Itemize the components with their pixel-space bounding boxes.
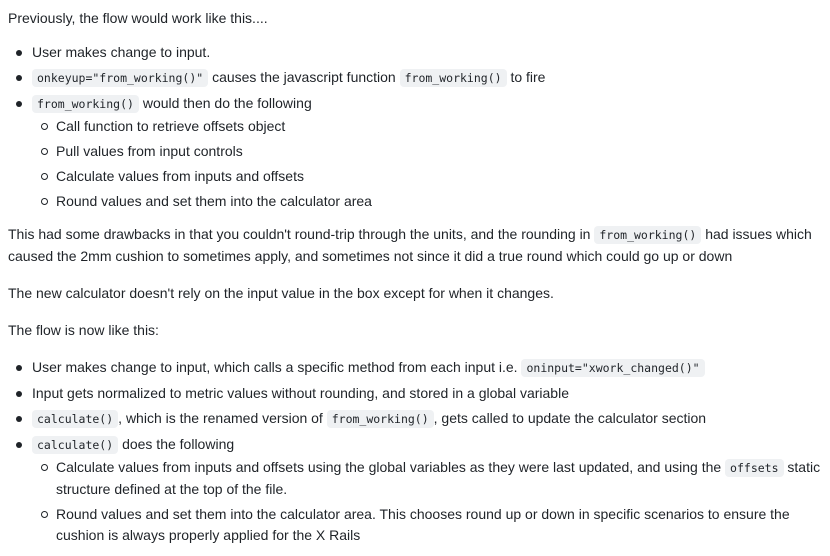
list-item — [32, 42, 822, 63]
old-flow-list — [8, 42, 822, 212]
drawbacks-paragraph — [8, 224, 822, 267]
list-item-text: to fire — [510, 69, 546, 85]
sub-list-item-text: Round values and set them into the calculator area — [56, 193, 372, 209]
new-flow-list — [8, 357, 822, 546]
list-item — [32, 93, 822, 212]
paragraph-text: This had some drawbacks in that you couldn't round-trip through the units, and the rounding in — [8, 226, 591, 242]
sub-list-item — [56, 141, 822, 162]
inline-code: from_working() — [594, 226, 701, 244]
list-item-text: , gets called to update the calculator section — [433, 410, 707, 426]
list-item-text: does the following — [122, 436, 235, 452]
inline-code: onkeyup="from_working()" — [32, 69, 208, 87]
list-item — [32, 357, 822, 379]
sub-list-item-text: Pull values from input controls — [56, 143, 243, 159]
new-calculator-paragraph: The new calculator doesn't rely on the input value in the box except for when it changes. — [8, 285, 554, 301]
list-item-text: User makes change to input, which calls a specific method from each input i.e. — [32, 359, 518, 375]
list-item — [32, 408, 822, 430]
inline-code: offsets — [725, 459, 783, 477]
sub-list-item-text: Calculate values from inputs and offsets using the global variables as they were last updated, and using the — [56, 459, 722, 475]
sub-list-item — [56, 116, 822, 137]
list-item-text: would then do the following — [142, 95, 312, 111]
inline-code: calculate() — [32, 436, 118, 454]
inline-code: from_working() — [327, 410, 434, 428]
inline-code: oninput="xwork_changed()" — [521, 359, 704, 377]
old-flow-sublist — [32, 116, 822, 212]
sub-list-item — [56, 504, 822, 546]
inline-code: calculate() — [32, 410, 118, 428]
flow-now-paragraph: The flow is now like this: — [8, 322, 159, 338]
list-item — [32, 67, 822, 89]
list-item — [32, 383, 822, 404]
list-item-text: Input gets normalized to metric values without rounding, and stored in a global variable — [32, 385, 569, 401]
list-item — [32, 434, 822, 546]
new-flow-sublist — [32, 457, 822, 546]
sub-list-item — [56, 191, 822, 212]
sub-list-item-text: Calculate values from inputs and offsets — [56, 168, 304, 184]
sub-list-item — [56, 457, 822, 500]
inline-code: from_working() — [400, 69, 507, 87]
sub-list-item-text: Round values and set them into the calculator area. This chooses round up or down in specific scenarios to ensure the cushion is always properly applied for the X Rails — [56, 506, 790, 543]
sub-list-item — [56, 166, 822, 187]
sub-list-item-text: static structure defined at the top of the file. — [56, 459, 821, 497]
sub-list-item-text: Call function to retrieve offsets object — [56, 118, 286, 134]
paragraph-text: had issues which caused the 2mm cushion to sometimes apply, and sometimes not since it did a true round which could go up or down — [8, 226, 812, 264]
list-item-text: causes the javascript function — [212, 69, 396, 85]
list-item-text: User makes change to input. — [32, 44, 211, 60]
list-item-text: , which is the renamed version of — [118, 410, 323, 426]
inline-code: from_working() — [32, 95, 139, 113]
intro-text: Previously, the flow would work like this.... — [8, 10, 268, 26]
